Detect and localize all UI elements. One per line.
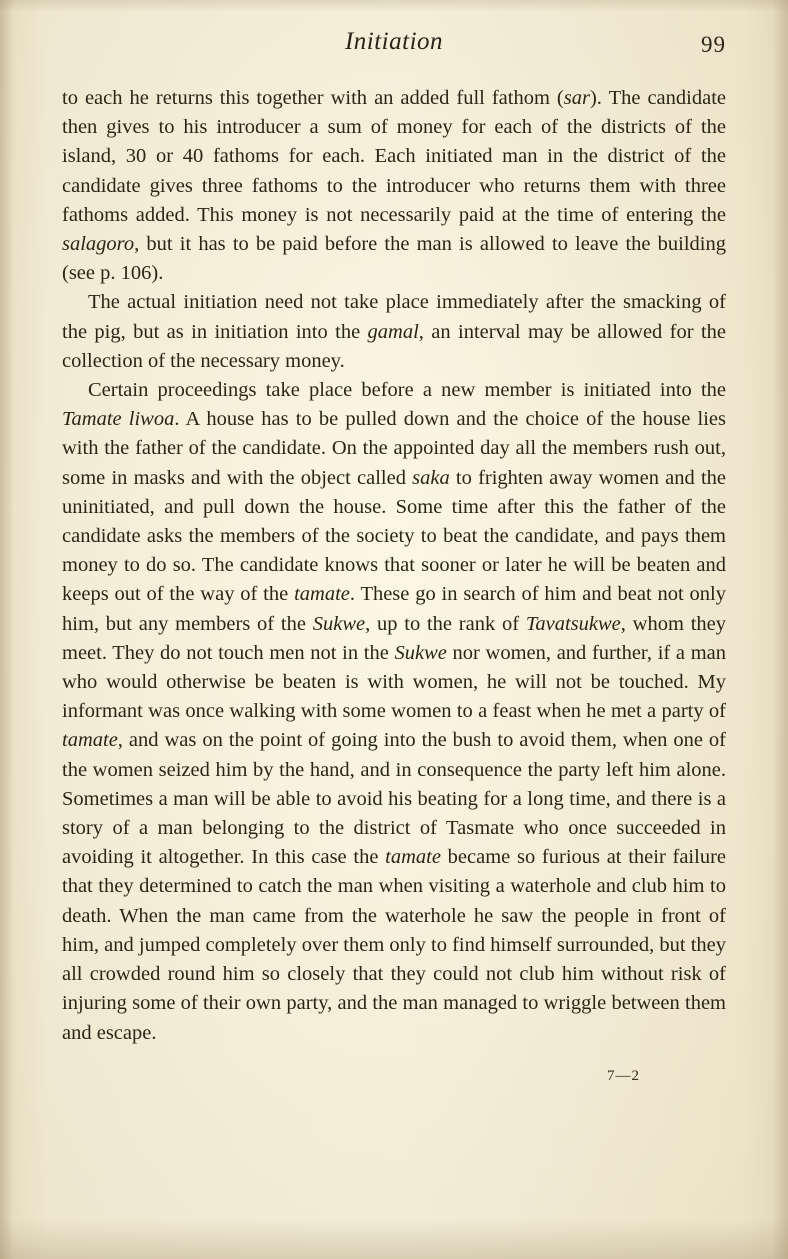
- italic-term: tamate: [62, 729, 118, 752]
- page-content: [62, 26, 726, 1085]
- text-run: became so furious at their failure that they determined to catch the man when visiting a waterhole and club him to death. When the man came from the waterhole he saw the people in front of him, and jumped completely over them only to find himself surrounded, but they all crowded round him so closely that they could not club him without risk of injuring some of their own party, and the man managed to wriggle between them and escape.: [62, 846, 726, 1044]
- italic-term: Tavatsukwe: [525, 612, 621, 635]
- page-edge-shadow-right: [772, 0, 788, 1259]
- page-edge-shadow-left: [0, 0, 14, 1259]
- text-run: The actual initiation need not take place immediately after the smacking of the pig, but as in initiation into the: [62, 291, 726, 343]
- italic-term: Sukwe: [312, 612, 366, 635]
- paragraph: [62, 84, 726, 288]
- italic-term: salagoro: [62, 233, 135, 256]
- italic-term: tamate: [294, 583, 350, 606]
- italic-term: Tamate liwoa: [62, 408, 175, 431]
- page-number: 99: [701, 32, 726, 57]
- page-header: [62, 26, 726, 70]
- text-run: to frighten away women and the uninitiated, and pull down the house. Some time after this the father of the candidate asks the members of the society to beat the candidate, and pays them money to do so. The candidate knows that sooner or later he will be beaten and keeps out of the way of the: [62, 466, 726, 606]
- italic-term: Sukwe: [394, 641, 447, 664]
- page-edge-shadow-bottom: [0, 1219, 788, 1259]
- text-run: , whom they meet. They do not touch men not in the: [62, 612, 726, 664]
- text-run: to each he returns this together with an added full fathom (: [62, 87, 564, 109]
- text-run: Certain proceedings take place before a new member is initiated into the: [88, 379, 726, 402]
- italic-term: tamate: [385, 846, 441, 869]
- text-run: , but it has to be paid before the man is allowed to leave the building (see p. 106).: [62, 233, 726, 285]
- text-run: , up to the rank of: [365, 612, 526, 635]
- page-edge-shadow-top: [0, 0, 788, 12]
- italic-term: saka: [412, 466, 450, 489]
- italic-term: gamal: [367, 320, 419, 343]
- text-run: ). The candidate then gives to his introducer a sum of money for each of the districts of the island, 30 or 40 fathoms for each. Each initiated man in the district of the candidate gives three fathoms to the introducer who returns them with three fathoms added. This money is not necessarily paid at the time of entering the: [62, 87, 726, 226]
- running-title: Initiation: [344, 28, 444, 55]
- body-text: [62, 84, 726, 1048]
- text-run: , and was on the point of going into the bush to avoid them, when one of the women seized him by the hand, and in consequence the party left him alone. Sometimes a man will be able to avoid his beating for a long time, and there is a story of a man belonging to the district of Tasmate who once succeeded in avoiding it altogether. In this case the: [62, 729, 726, 869]
- text-run: nor women, and further, if a man who would otherwise be beaten is with women, he will not be touched. My informant was once walking with some women to a feast when he met a party of: [62, 641, 726, 723]
- text-run: . A house has to be pulled down and the choice of the house lies with the father of the candidate. On the appointed day all the members rush out, some in masks and with the object called: [62, 408, 726, 489]
- paragraph: [62, 376, 726, 1048]
- signature-mark: 7—2: [607, 1067, 640, 1084]
- text-run: , an interval may be allowed for the collection of the necessary money.: [62, 320, 726, 372]
- text-run: . These go in search of him and beat not only him, but any members of the: [62, 583, 726, 635]
- italic-term: sar: [563, 87, 590, 109]
- paragraph: [62, 288, 726, 376]
